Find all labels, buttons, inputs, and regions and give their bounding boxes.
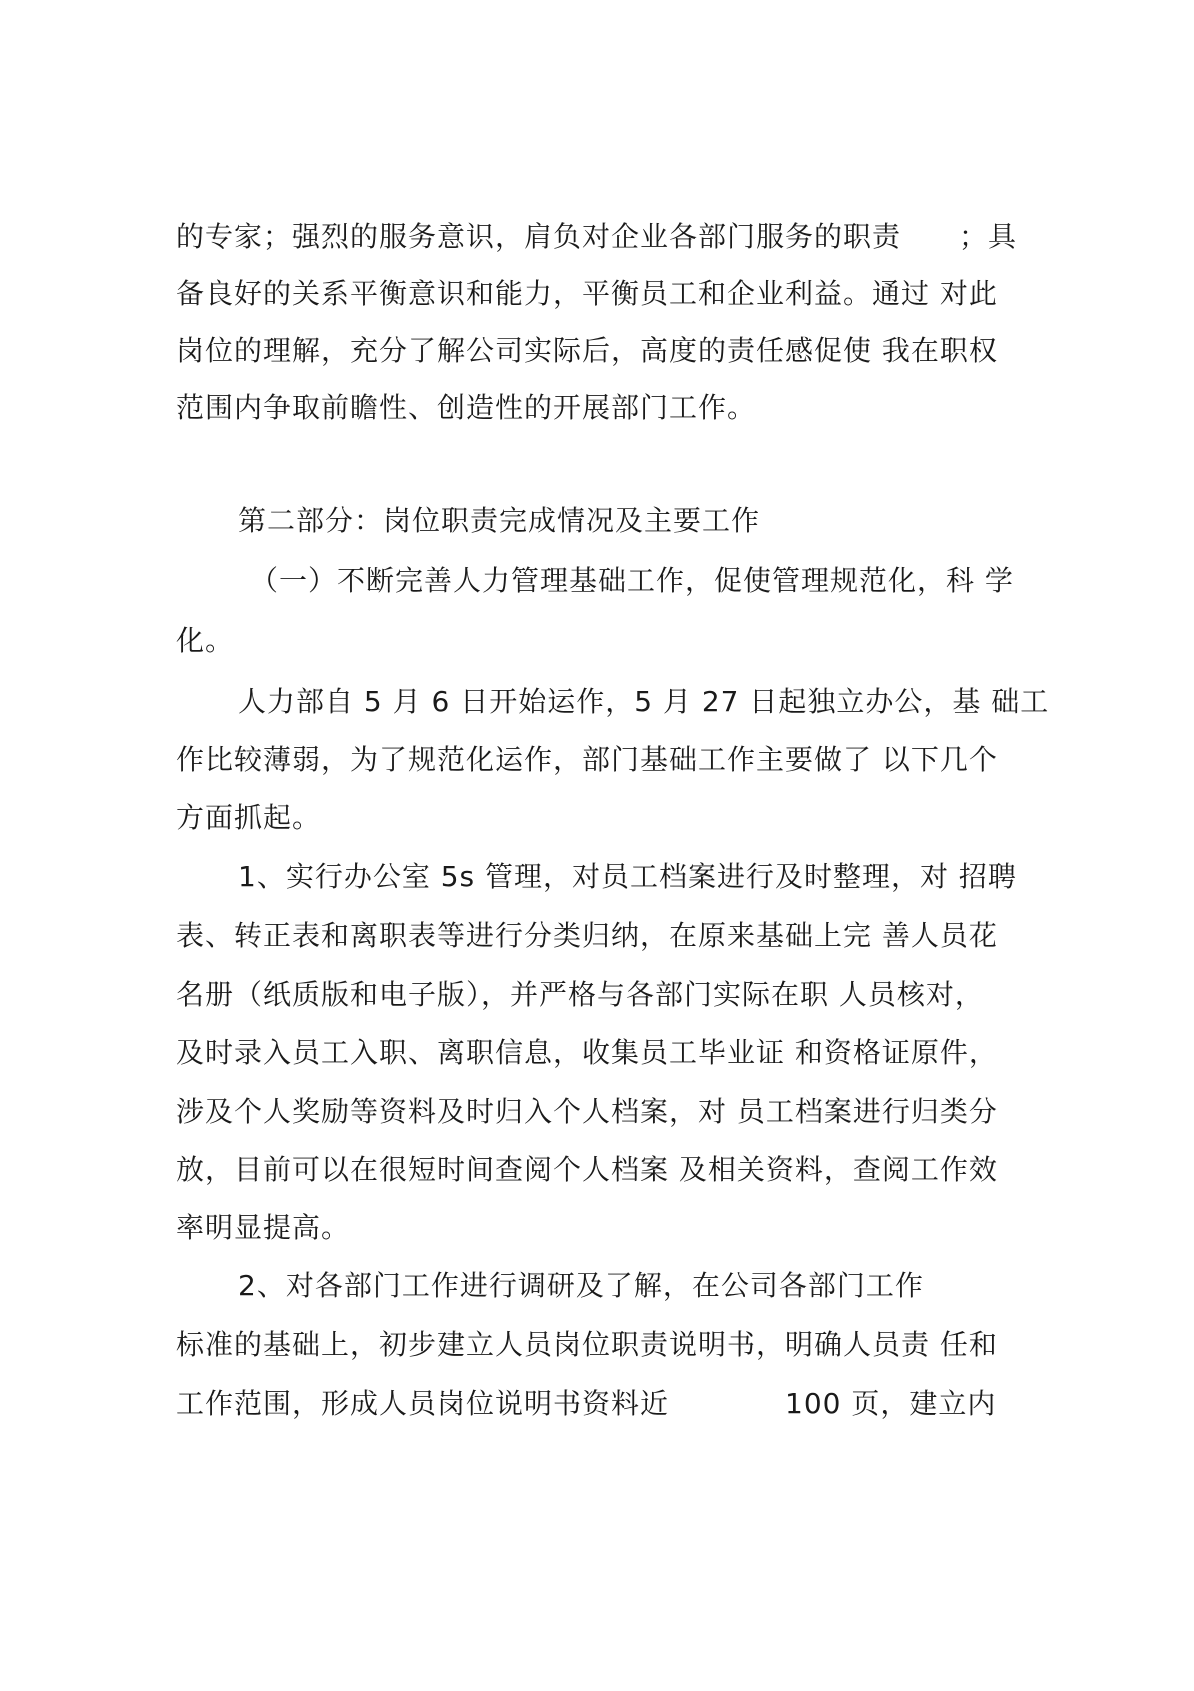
paragraph-line: 人力部自 5 月 6 日开始运作，5 月 27 日起独立办公，基 础工 bbox=[238, 685, 1050, 718]
list-item-line: 标准的基础上，初步建立人员岗位职责说明书，明确人员责 任和 bbox=[176, 1328, 998, 1361]
list-item-line: 及时录入员工入职、离职信息，收集员工毕业证 和资格证原件， bbox=[176, 1036, 998, 1069]
paragraph-line: 范围内争取前瞻性、创造性的开展部门工作。 bbox=[176, 391, 757, 424]
subsection-heading-line: 化。 bbox=[176, 624, 235, 657]
list-item-line: 1、实行办公室 5s 管理，对员工档案进行及时整理，对 招聘 bbox=[238, 860, 1017, 893]
list-item-line: 名册（纸质版和电子版），并严格与各部门实际在职 人员核对， bbox=[176, 978, 984, 1011]
list-item-line: 工作范围，形成人员岗位说明书资料近 100 页，建立内 bbox=[176, 1387, 997, 1420]
paragraph-line: 方面抓起。 bbox=[176, 801, 322, 834]
list-item-line: 2、对各部门工作进行调研及了解，在公司各部门工作 bbox=[238, 1269, 924, 1302]
list-item-line: 率明显提高。 bbox=[176, 1211, 351, 1244]
paragraph-line: 的专家；强烈的服务意识，肩负对企业各部门服务的职责 ；具 bbox=[176, 220, 1018, 253]
paragraph-line: 备良好的关系平衡意识和能力，平衡员工和企业利益。通过 对此 bbox=[176, 277, 998, 310]
section-title: 第二部分：岗位职责完成情况及主要工作 bbox=[238, 504, 761, 537]
subsection-heading-line: （一）不断完善人力管理基础工作，促使管理规范化，科 学 bbox=[250, 564, 1014, 597]
paragraph-line: 岗位的理解，充分了解公司实际后，高度的责任感促使 我在职权 bbox=[176, 334, 998, 367]
paragraph-line: 作比较薄弱，为了规范化运作，部门基础工作主要做了 以下几个 bbox=[176, 743, 998, 776]
list-item-line: 表、转正表和离职表等进行分类归纳，在原来基础上完 善人员花 bbox=[176, 919, 998, 952]
list-item-line: 涉及个人奖励等资料及时归入个人档案，对 员工档案进行归类分 bbox=[176, 1095, 998, 1128]
list-item-line: 放，目前可以在很短时间查阅个人档案 及相关资料，查阅工作效 bbox=[176, 1153, 998, 1186]
